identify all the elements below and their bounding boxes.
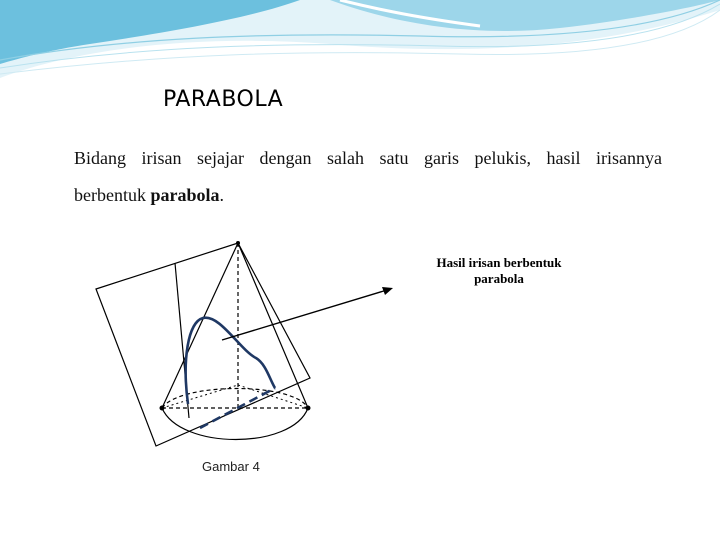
body-line-2 xyxy=(74,177,662,214)
cone-left-side xyxy=(162,243,238,408)
figure-caption: Gambar 4 xyxy=(202,459,260,474)
annotation-arrow xyxy=(222,290,387,340)
decorative-wave-banner xyxy=(0,0,720,90)
parabola-keyword: parabola xyxy=(150,185,220,205)
cutting-plane xyxy=(96,243,310,446)
base-right-point xyxy=(306,406,311,411)
cone-base-front xyxy=(162,408,308,440)
slide-title: PARABOLA xyxy=(163,87,284,112)
cone-base-back xyxy=(162,389,308,409)
arrow-head xyxy=(382,287,393,295)
body-line-2-prefix: berbentuk xyxy=(74,185,151,205)
body-line-2-suffix: . xyxy=(219,185,224,205)
base-left-point xyxy=(160,406,165,411)
body-line-1: Bidang irisan sejajar dengan salah satu garis pelukis, hasil irisannya xyxy=(74,148,662,168)
cone-parabola-figure xyxy=(80,210,420,470)
body-paragraph xyxy=(74,140,662,214)
auxiliary-dotted-line xyxy=(162,385,238,408)
figure-annotation: Hasil irisan berbentuk parabola xyxy=(436,255,562,286)
parabola-curve xyxy=(186,318,275,404)
cone-apex-point xyxy=(236,241,240,245)
